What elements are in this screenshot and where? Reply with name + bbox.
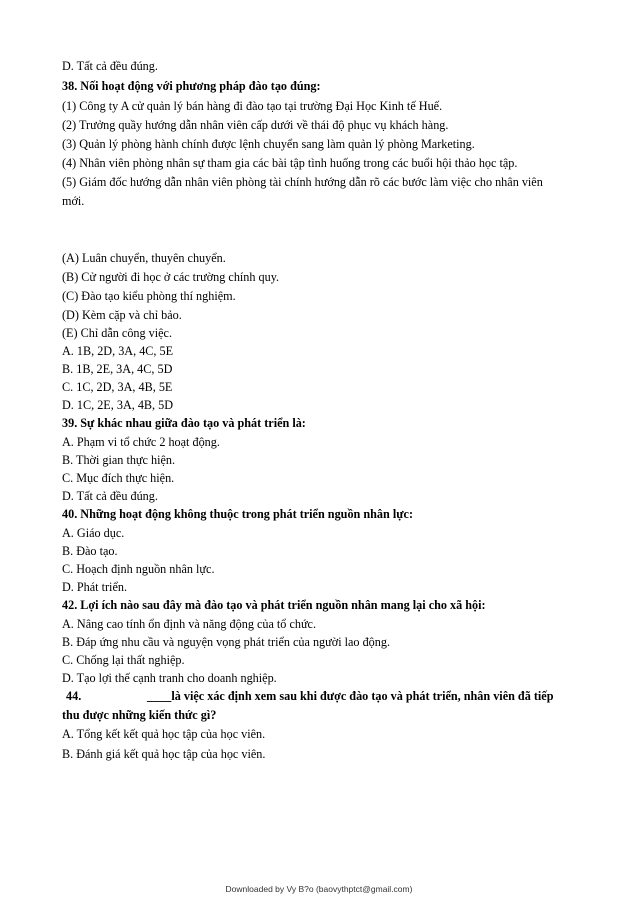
activity-5-cont: mới. [62,194,85,208]
option-c-42: C. Chống lại thất nghiệp. [62,653,185,667]
question-38: 38. Nối hoạt động với phương pháp đào tạo đúng: [62,79,321,93]
question-44-cont: thu được những kiến thức gì? [62,708,217,722]
option-d-40: D. Phát triển. [62,580,127,594]
option-b-42: B. Đáp ứng nhu cầu và nguyện vọng phát triển của người lao động. [62,635,390,649]
option-d-38: D. 1C, 2E, 3A, 4B, 5D [62,398,174,412]
question-44-number: 44. [66,689,82,703]
option-b-44: B. Đánh giá kết quả học tập của học viên. [62,747,266,761]
option-c-38: C. 1C, 2D, 3A, 4B, 5E [62,380,173,394]
option-a-42: A. Nâng cao tính ổn định và năng động của tổ chức. [62,617,317,631]
option-b-38: B. 1B, 2E, 3A, 4C, 5D [62,362,173,376]
option-b-40: B. Đào tạo. [62,544,118,558]
option-c-39: C. Mục đích thực hiện. [62,471,175,485]
method-c: (C) Đào tạo kiểu phòng thí nghiệm. [62,289,236,303]
question-44-text: ____là việc xác định xem sau khi được đào tạo và phát triển, nhân viên đã tiếp [147,689,554,703]
option-a-40: A. Giáo dục. [62,526,125,540]
activity-3: (3) Quản lý phòng hành chính được lệnh chuyển sang làm quản lý phòng Marketing. [62,137,475,151]
question-40: 40. Những hoạt động không thuộc trong phát triển nguồn nhân lực: [62,507,414,521]
method-d: (D) Kèm cặp và chỉ bảo. [62,308,182,322]
option-d-42: D. Tạo lợi thế cạnh tranh cho doanh nghiệp. [62,671,277,685]
option-b-39: B. Thời gian thực hiện. [62,453,176,467]
question-42: 42. Lợi ích nào sau đây mà đào tạo và phát triển nguồn nhân mang lại cho xã hội: [62,598,486,612]
activity-4: (4) Nhân viên phòng nhân sự tham gia các bài tập tình huống trong các buổi hội thảo học tập. [62,156,518,170]
question-39: 39. Sự khác nhau giữa đào tạo và phát triển là: [62,416,306,430]
option-a-44: A. Tổng kết kết quả học tập của học viên. [62,727,266,741]
activity-2: (2) Trưởng quầy hướng dẫn nhân viên cấp dưới về thái độ phục vụ khách hàng. [62,118,449,132]
method-e: (E) Chỉ dẫn công việc. [62,326,172,340]
answer-d-prev: D. Tất cả đều đúng. [62,59,158,73]
activity-5: (5) Giám đốc hướng dẫn nhân viên phòng tài chính hướng dẫn rõ các bước làm việc cho nhân viên [62,175,543,189]
option-c-40: C. Hoạch định nguồn nhân lực. [62,562,215,576]
option-a-39: A. Phạm vi tổ chức 2 hoạt động. [62,435,220,449]
activity-1: (1) Công ty A cử quản lý bán hàng đi đào tạo tại trường Đại Học Kinh tế Huế. [62,99,443,113]
option-d-39: D. Tất cả đều đúng. [62,489,158,503]
option-a-38: A. 1B, 2D, 3A, 4C, 5E [62,344,174,358]
method-a: (A) Luân chuyển, thuyên chuyển. [62,251,226,265]
download-footer: Downloaded by Vy B?o (baovythptct@gmail.com) [225,884,413,894]
method-b: (B) Cử người đi học ở các trường chính quy. [62,270,280,284]
